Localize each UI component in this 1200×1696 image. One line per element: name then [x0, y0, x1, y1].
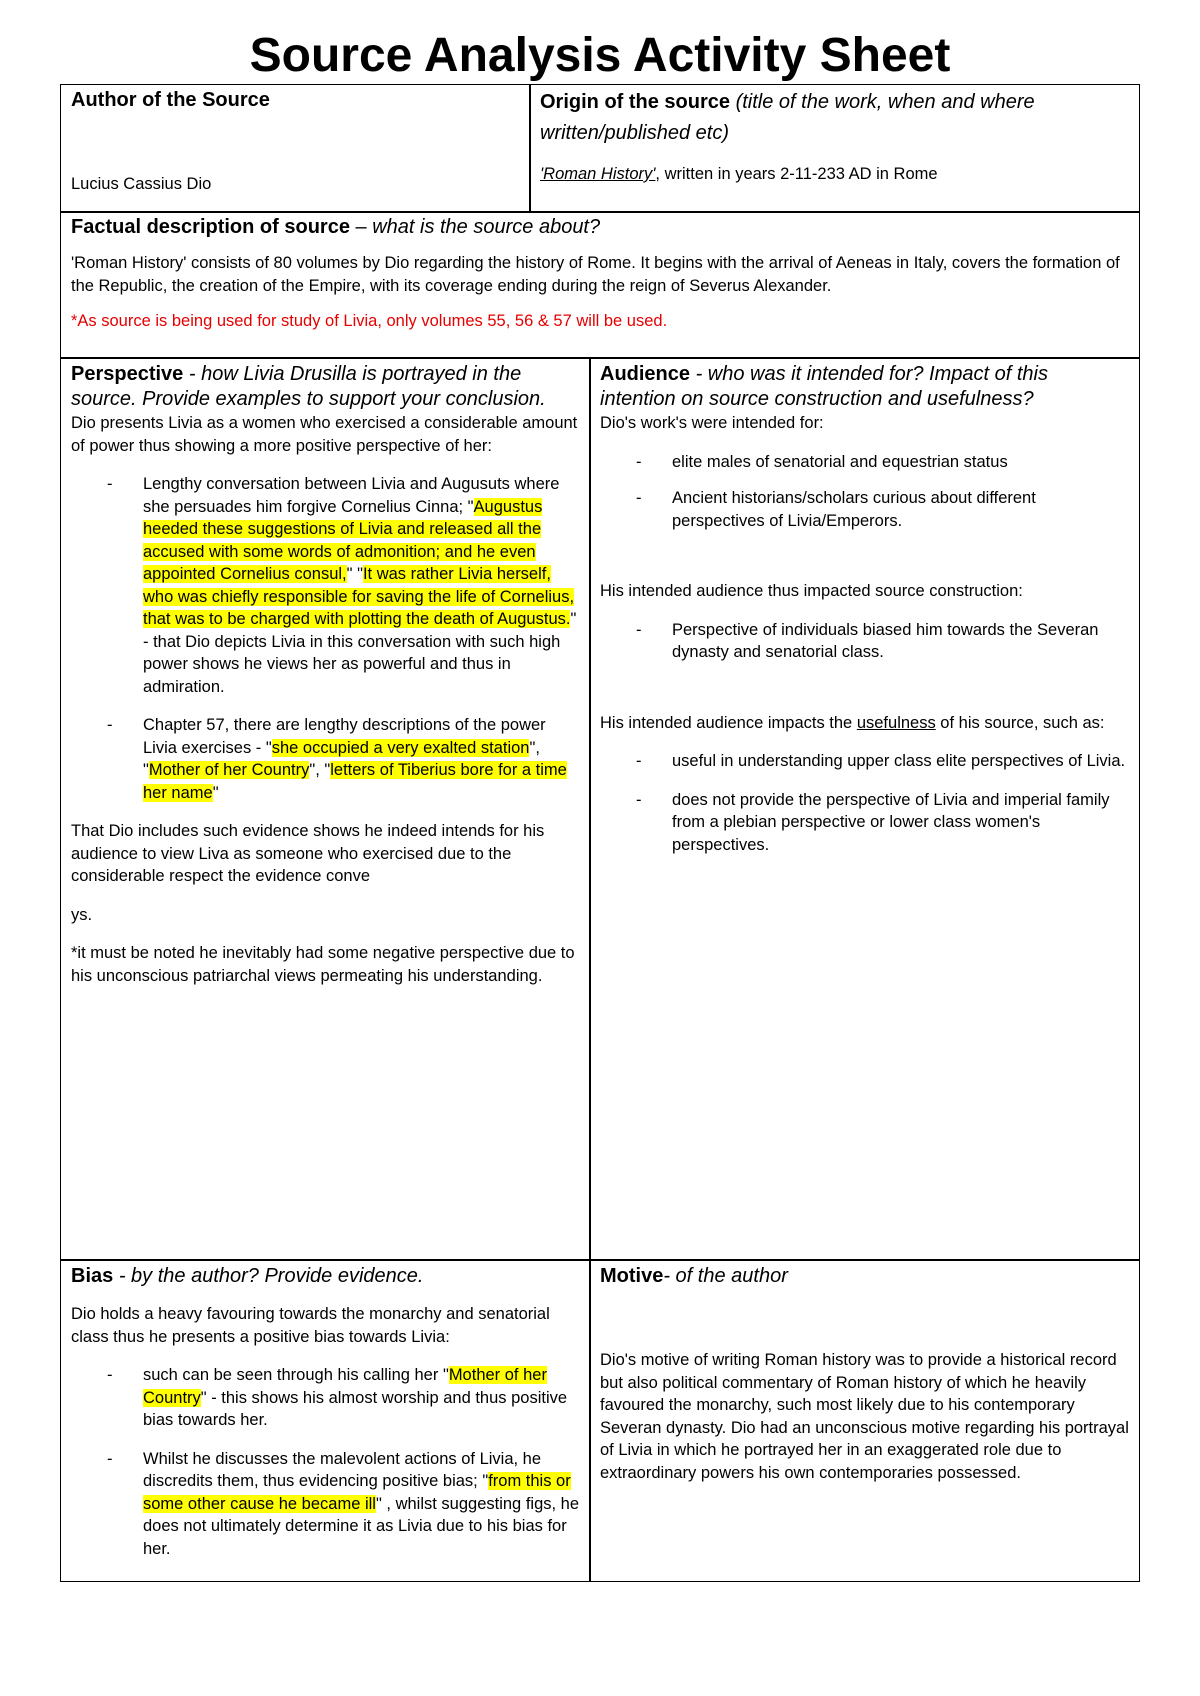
bullet-dash: - — [636, 790, 642, 809]
usefulness-underline: usefulness — [856, 713, 936, 732]
factual-cell — [60, 211, 1140, 359]
bias-intro: Dio holds a heavy favouring towards the monarchy and senatorial class thus he presents a positive bias towards Livia: — [71, 1305, 550, 1346]
factual-note: *As source is being used for study of Livia, only volumes 55, 56 & 57 will be used. — [71, 312, 668, 330]
page-title: Source Analysis Activity Sheet — [249, 29, 951, 82]
audience-construction-text: His intended audience thus impacted source construction: — [600, 582, 1023, 600]
highlighted-quote: letters of Tiberius bore for a time her name — [143, 761, 567, 802]
origin-value — [540, 163, 938, 186]
bias-heading — [71, 1263, 580, 1289]
highlighted-quote: It was rather Livia herself, who was chiefly responsible for saving the life of Cornelius, that was to be charged with plotting the death of Augustus. — [143, 565, 575, 628]
motive-heading-label: Motive — [600, 1265, 664, 1287]
origin-heading-sub: (title of the work, when and where written/published etc) — [540, 91, 1035, 144]
origin-heading-label: Origin of the source — [540, 91, 731, 113]
perspective-intro: Dio presents Livia as a women who exercised a considerable amount of power thus showing a more positive perspective of her: — [71, 414, 578, 455]
origin-work-title: 'Roman History' — [540, 165, 656, 183]
audience-cell — [589, 357, 1140, 1261]
factual-heading-label: Factual description of source — [71, 216, 350, 238]
factual-heading — [71, 214, 1129, 240]
list-item: - Ancient historians/scholars curious about different perspectives of Livia/Emperors. — [636, 489, 1036, 530]
author-cell — [60, 84, 531, 213]
factual-description: 'Roman History' consists of 80 volumes by Dio regarding the history of Rome. It begins with the arrival of Aeneas in Italy, covers the formation of the Republic, the creation of the Empire, with its coverage ending during the reign of Severus Alexander. — [71, 254, 1120, 295]
list-item: - useful in understanding upper class elite perspectives of Livia. — [600, 750, 1129, 773]
audience-usefulness-text: His intended audience impacts the usefulness of his source, such as: — [600, 713, 1105, 732]
bias-list — [71, 1364, 580, 1560]
highlighted-quote: from this or some other cause he became ill — [143, 1472, 571, 1513]
factual-heading-sub: – what is the source about? — [355, 216, 601, 238]
origin-heading — [540, 87, 1129, 149]
bullet-dash: - — [636, 620, 642, 639]
perspective-paragraph: That Dio includes such evidence shows he indeed intends for his audience to view Liva as someone who exercised due to the considerable respect the evidence conve — [71, 822, 545, 885]
bullet-dash: - — [107, 1449, 113, 1468]
motive-cell — [589, 1259, 1140, 1582]
perspective-heading — [71, 362, 580, 412]
list-item: - elite males of senatorial and equestrian status — [600, 451, 1129, 474]
audience-intro: Dio's work's were intended for: — [600, 414, 824, 432]
perspective-heading-label: Perspective — [71, 363, 184, 385]
bullet-dash: - — [107, 716, 113, 734]
list-item: - does not provide the perspective of Livia and imperial family from a plebian perspective or lower class women's perspectives. — [636, 790, 1110, 854]
list-item: - such can be seen through his calling her "Mother of her Country" - this shows his almost worship and thus positive bias towards her. — [107, 1366, 568, 1429]
list-item: - Whilst he discusses the malevolent actions of Livia, he discredits them, thus evidencing positive bias; "from this or some other cause he became ill" , whilst suggesting figs, he does not ultimately determine it as Livia due to his bias for her. — [107, 1449, 580, 1558]
bias-heading-sub: - by the author? Provide evidence. — [118, 1265, 424, 1287]
motive-heading-sub: - of the author — [663, 1265, 788, 1287]
bullet-dash: - — [636, 752, 642, 770]
perspective-list — [71, 473, 580, 804]
bullet-dash: - — [107, 1366, 113, 1384]
highlighted-quote: she occupied a very exalted station — [271, 738, 530, 757]
perspective-cell — [60, 357, 591, 1261]
highlighted-quote: Mother of her Country — [143, 1366, 547, 1407]
origin-value-rest: , written in years 2-11-233 AD in Rome — [655, 165, 938, 183]
audience-list-1 — [600, 451, 1129, 533]
perspective-paragraph-cont: ys. — [71, 905, 93, 924]
origin-cell — [529, 84, 1140, 213]
audience-list-2 — [600, 619, 1129, 664]
list-item: - Lengthy conversation between Livia and Augusuts where she persuades him forgive Cornelius Cinna; "Augustus heeded these suggestions of Livia and released all the accused with some words of admonition; and he even appointed Cornelius consul," "It was rather Livia herself, who was chiefly responsible for saving the life of Cornelius, that was to be charged with plotting the death of Augustus." - that Dio depicts Livia in this conversation with such high power shows he views her as powerful and thus in admiration. — [107, 475, 577, 696]
bullet-dash: - — [636, 489, 642, 507]
highlighted-quote: Mother of her Country — [148, 761, 310, 779]
bias-heading-label: Bias — [71, 1265, 114, 1287]
author-value: Lucius Cassius Dio — [71, 175, 212, 193]
audience-list-3 — [600, 750, 1129, 856]
motive-text: Dio's motive of writing Roman history was to provide a historical record but also political commentary of Roman history of which he heavily favoured the monarchy, such most likely due to his contemporary Severan dynasty. Dio had an unconscious motive regarding his portrayal of Livia in which he portrayed her in an exaggerated role due to extraordinary powers his own contemporaries possessed. — [600, 1351, 1129, 1482]
perspective-heading-sub: - how Livia Drusilla is portrayed in the source. Provide examples to support your conclusion. — [71, 363, 546, 410]
author-heading: Author of the Source — [71, 89, 270, 111]
audience-heading-label: Audience — [600, 363, 691, 385]
audience-heading-sub: - who was it intended for? Impact of this intention on source construction and usefulness? — [600, 363, 1048, 410]
motive-heading — [600, 1263, 1129, 1289]
highlighted-quote: Augustus heeded these suggestions of Livia and released all the accused with some words of admonition; and he even appointed Cornelius consul, — [143, 497, 543, 583]
bias-cell — [60, 1259, 591, 1582]
list-item: - Perspective of individuals biased him towards the Severan dynasty and senatorial class. — [636, 620, 1099, 661]
perspective-note: *it must be noted he inevitably had some negative perspective due to his unconscious patriarchal views permeating his understanding. — [71, 944, 575, 985]
bullet-dash: - — [636, 452, 642, 471]
bullet-dash: - — [107, 475, 113, 493]
audience-heading — [600, 362, 1129, 412]
list-item: - Chapter 57, there are lengthy descriptions of the power Livia exercises - "she occupied a very exalted station", "Mother of her Country", "letters of Tiberius bore for a time her name" — [107, 716, 567, 802]
